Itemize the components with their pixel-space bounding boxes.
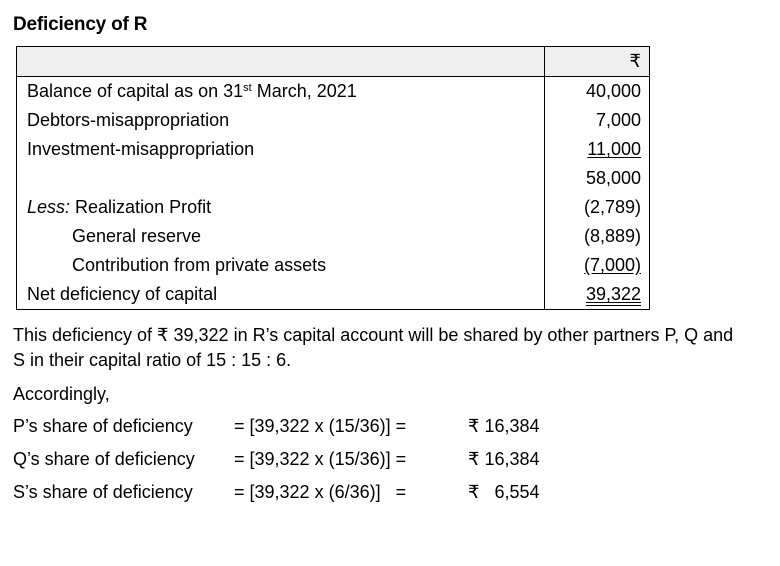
- explanation-line-1: This deficiency of ₹ 39,322 in R’s capital account will be shared by other partners P, Q and: [13, 325, 734, 345]
- subtotal-amount: 58,000: [545, 164, 650, 193]
- table-row: [17, 222, 650, 251]
- row-label: Balance of capital as on 31st March, 2021: [17, 77, 545, 107]
- share-label: P’s share of deficiency: [13, 416, 193, 436]
- table-row: [17, 106, 650, 135]
- row-label: Net deficiency of capital: [17, 280, 545, 310]
- share-amount: ₹ 6,554: [468, 482, 540, 502]
- table-row: [17, 135, 650, 164]
- share-row-s: [13, 482, 540, 508]
- share-formula: = [39,322 x (15/36)] =: [234, 416, 407, 436]
- section-heading: Deficiency of R: [13, 14, 148, 35]
- header-blank-cell: [17, 47, 545, 77]
- table-row: [17, 77, 650, 107]
- table-row: [17, 193, 650, 222]
- table-row: [17, 164, 650, 193]
- row-amount: 40,000: [545, 77, 650, 107]
- share-amount: ₹ 16,384: [468, 449, 540, 469]
- row-amount: (8,889): [545, 222, 650, 251]
- share-formula: = [39,322 x (15/36)] =: [234, 449, 407, 469]
- row-label: Contribution from private assets: [17, 251, 545, 280]
- table-row: [17, 280, 650, 310]
- row-amount: 7,000: [545, 106, 650, 135]
- table-header-row: [17, 47, 650, 77]
- currency-header: ₹: [545, 47, 650, 77]
- row-label: [17, 164, 545, 193]
- share-label: S’s share of deficiency: [13, 482, 193, 502]
- table-row: [17, 251, 650, 280]
- share-amount: ₹ 16,384: [468, 416, 540, 436]
- share-formula: = [39,322 x (6/36)] =: [234, 482, 407, 502]
- row-label: General reserve: [17, 222, 545, 251]
- accordingly-text: Accordingly,: [13, 384, 110, 404]
- deficiency-table: [16, 46, 650, 310]
- row-amount: (2,789): [545, 193, 650, 222]
- row-amount: 11,000: [545, 135, 650, 164]
- explanation-line-2: S in their capital ratio of 15 : 15 : 6.: [13, 350, 292, 370]
- total-amount: 39,322: [545, 280, 650, 310]
- row-label: Debtors-misappropriation: [17, 106, 545, 135]
- row-label: Investment-misappropriation: [17, 135, 545, 164]
- row-amount: (7,000): [545, 251, 650, 280]
- share-label: Q’s share of deficiency: [13, 449, 195, 469]
- row-label: Less: Realization Profit: [17, 193, 545, 222]
